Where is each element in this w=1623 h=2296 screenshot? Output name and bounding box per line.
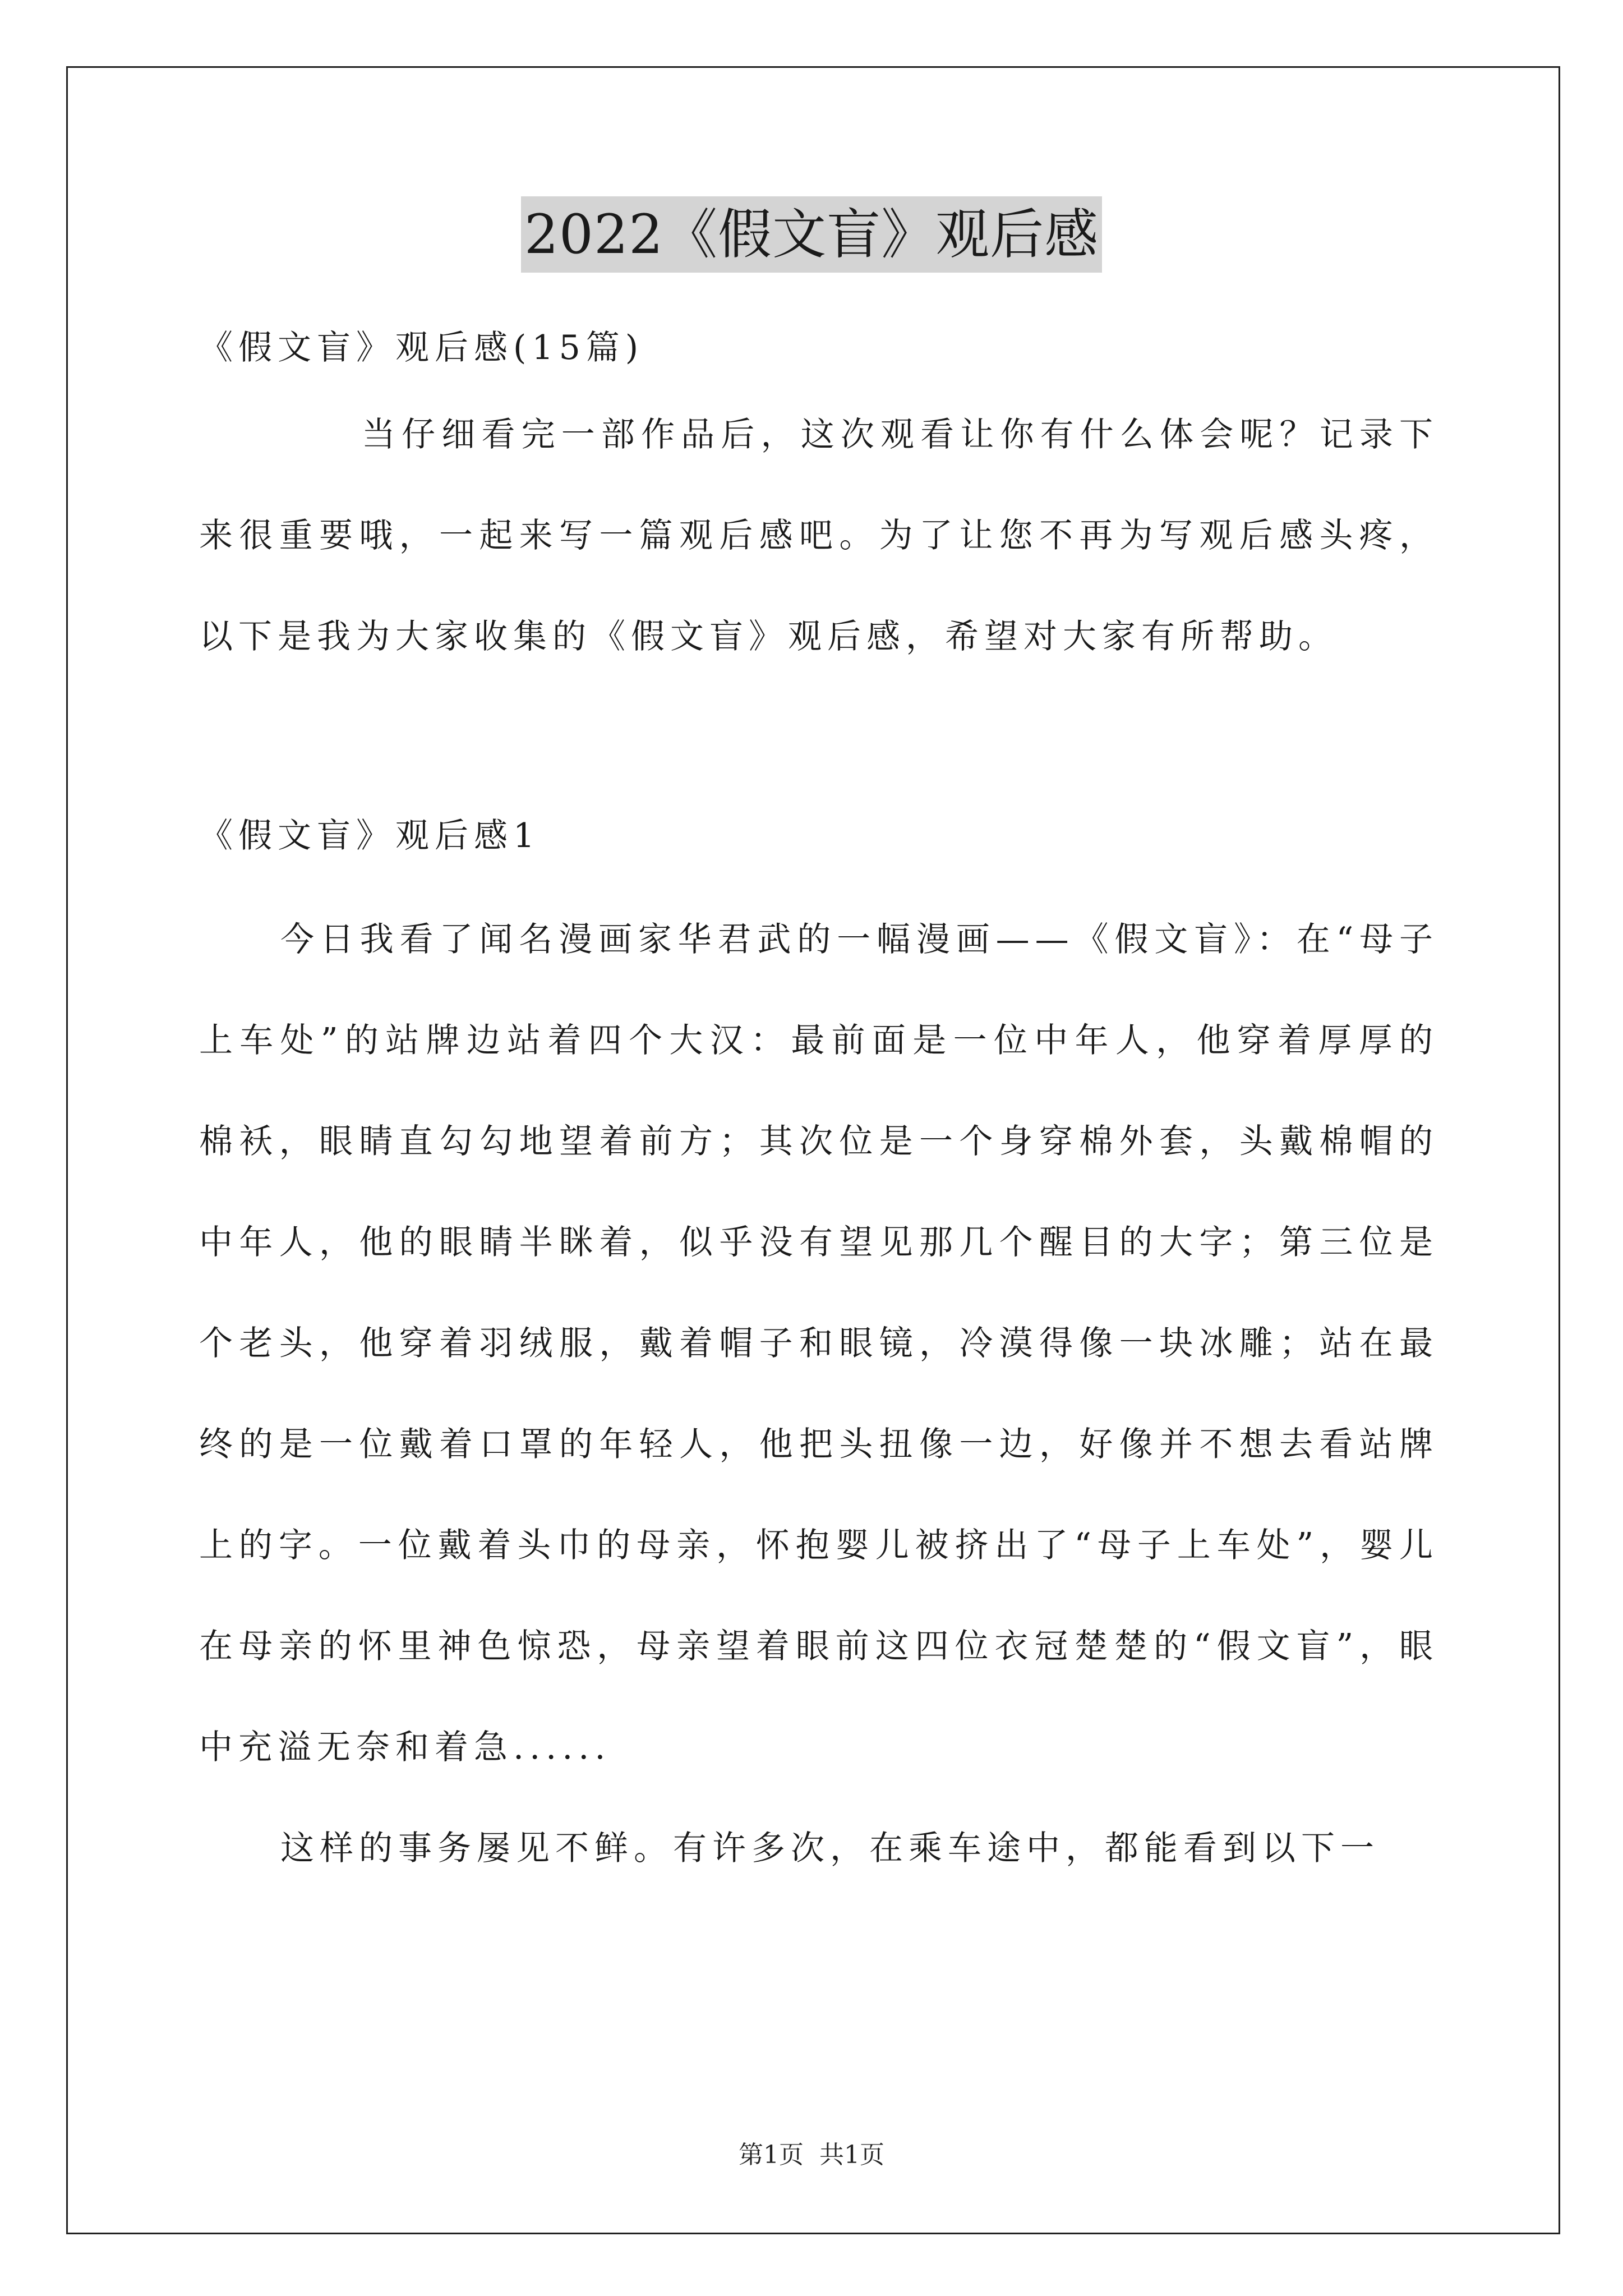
body-paragraph: 今日我看了闻名漫画家华君武的一幅漫画——《假文盲》：在“母子上车处”的站牌边站着四个大汉：最前面是一位中年人，他穿着厚厚的棉袄，眼睛直勾勾地望着前方；其次位是一个身穿棉外套，头戴棉帽的中年人，他的眼睛半眯着，似乎没有望见那几个醒目的大字；第三位是个老头，他穿着羽绒服，戴着帽子和眼镜，冷漠得像一块冰雕；站在最终的是一位戴着口罩的年轻人，他把头扭像一边，好像并不想去看站牌上的字。一位戴着头巾的母亲，怀抱婴儿被挤出了“母子上车处”，婴儿在母亲的怀里神色惊恐，母亲望着眼前这四位衣冠楚楚的“假文盲”，眼中充溢无奈和着急......: [199, 920, 1438, 1767]
document-title: 2022《假文盲》观后感: [521, 196, 1102, 273]
title-container: [0, 196, 1623, 273]
document-subtitle: 《假文盲》观后感(15篇): [199, 328, 644, 367]
intro-paragraph: 当仔细看完一部作品后，这次观看让你有什么体会呢？记录下来很重要哦，一起来写一篇观后感吧。为了让您不再为写观后感头疼，以下是我为大家收集的《假文盲》观后感，希望对大家有所帮助。: [199, 415, 1438, 656]
body-paragraph: 这样的事务屡见不鲜。有许多次，在乘车途中，都能看到以下一: [280, 1829, 1380, 1868]
section-gap: [199, 687, 1438, 799]
page-number: 第1页: [739, 2141, 804, 2169]
page-total: 共1页: [819, 2141, 884, 2169]
heading-gap: [199, 872, 1438, 889]
section-heading: 《假文盲》观后感1: [199, 816, 541, 855]
page-footer: [0, 2134, 1623, 2170]
document-body: [199, 311, 1438, 1899]
